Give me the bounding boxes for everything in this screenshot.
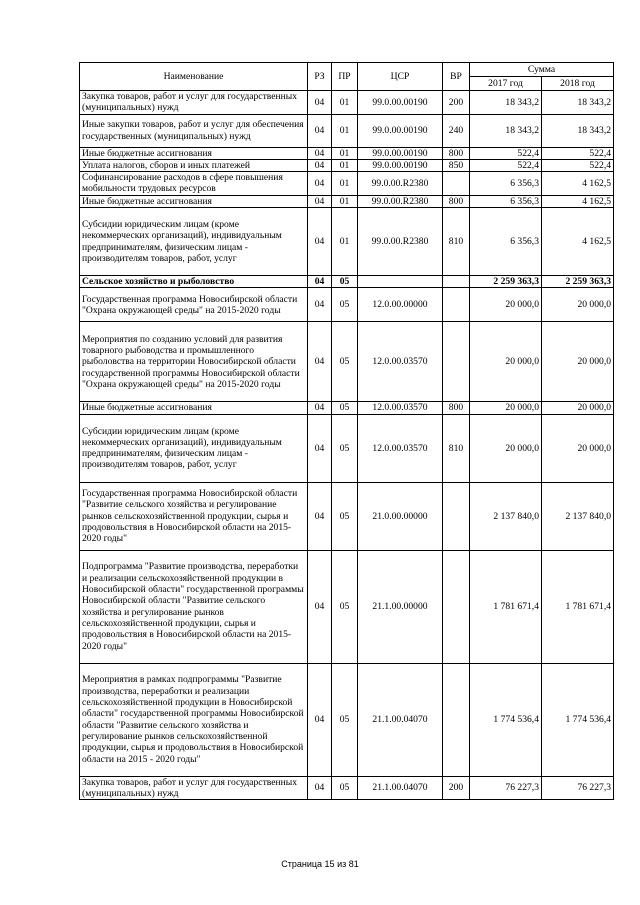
row-sum-2018: 1 781 671,4 — [542, 550, 614, 663]
row-csr — [358, 276, 443, 288]
row-pr: 05 — [332, 550, 358, 663]
table-row — [80, 402, 614, 414]
row-rz: 04 — [308, 159, 332, 171]
row-rz: 04 — [308, 776, 332, 800]
row-sum-2017: 2 137 840,0 — [470, 482, 542, 550]
table-row — [80, 114, 614, 147]
row-vr — [443, 550, 470, 663]
row-sum-2017: 76 227,3 — [470, 776, 542, 800]
page-footer: Страница 15 из 81 — [281, 859, 359, 869]
row-rz: 04 — [308, 550, 332, 663]
row-sum-2017: 522,4 — [470, 147, 542, 159]
row-rz: 04 — [308, 414, 332, 482]
header-row-1 — [80, 63, 614, 77]
table-row — [80, 172, 614, 196]
header-vr: ВР — [443, 63, 470, 91]
row-csr: 99.0.00.R2380 — [358, 172, 443, 196]
row-rz: 04 — [308, 482, 332, 550]
row-name: Подпрограмма "Развитие производства, переработки и реализации сельскохозяйственной продукции в Новосибирской области" государственной программы Новосибирской области "Развитие сельского хозяйства и регулирование рынков сельскохозяйственной продукции, сырья и продовольствия в Новосибирской области на 2015-2020 годы" — [80, 550, 308, 663]
table-row — [80, 276, 614, 288]
row-rz: 04 — [308, 402, 332, 414]
row-vr — [443, 172, 470, 196]
row-vr: 810 — [443, 208, 470, 276]
row-rz: 04 — [308, 195, 332, 207]
row-name: Государственная программа Новосибирской области "Охрана окружающей среды" на 2015-2020 годы — [80, 288, 308, 322]
table-row — [80, 208, 614, 276]
row-sum-2018: 4 162,5 — [542, 195, 614, 207]
header-name: Наименование — [80, 63, 308, 91]
row-sum-2017: 20 000,0 — [470, 414, 542, 482]
row-sum-2018: 20 000,0 — [542, 402, 614, 414]
row-name: Иные бюджетные ассигнования — [80, 402, 308, 414]
row-rz: 04 — [308, 276, 332, 288]
row-sum-2018: 76 227,3 — [542, 776, 614, 800]
row-vr: 800 — [443, 402, 470, 414]
row-sum-2017: 522,4 — [470, 159, 542, 171]
row-vr — [443, 322, 470, 402]
budget-sheet — [79, 62, 613, 800]
row-sum-2018: 18 343,2 — [542, 91, 614, 115]
row-rz: 04 — [308, 172, 332, 196]
row-sum-2018: 18 343,2 — [542, 114, 614, 147]
row-rz: 04 — [308, 147, 332, 159]
row-csr: 99.0.00.R2380 — [358, 208, 443, 276]
row-csr: 99.0.00.00190 — [358, 91, 443, 115]
row-csr: 99.0.00.00190 — [358, 114, 443, 147]
row-name: Софинансирование расходов в сфере повышения мобильности трудовых ресурсов — [80, 172, 308, 196]
row-rz: 04 — [308, 663, 332, 776]
table-body — [80, 91, 614, 800]
row-sum-2017: 20 000,0 — [470, 322, 542, 402]
row-rz: 04 — [308, 288, 332, 322]
table-row — [80, 482, 614, 550]
row-sum-2017: 2 259 363,3 — [470, 276, 542, 288]
row-csr: 21.1.00.00000 — [358, 550, 443, 663]
row-pr: 01 — [332, 159, 358, 171]
row-pr: 01 — [332, 172, 358, 196]
row-rz: 04 — [308, 114, 332, 147]
row-name: Уплата налогов, сборов и иных платежей — [80, 159, 308, 171]
row-pr: 05 — [332, 414, 358, 482]
row-vr: 200 — [443, 776, 470, 800]
row-vr: 200 — [443, 91, 470, 115]
row-pr: 05 — [332, 402, 358, 414]
row-sum-2018: 522,4 — [542, 159, 614, 171]
row-pr: 05 — [332, 482, 358, 550]
row-name: Иные бюджетные ассигнования — [80, 195, 308, 207]
table-row — [80, 322, 614, 402]
table-row — [80, 776, 614, 800]
row-name: Закупка товаров, работ и услуг для государственных (муниципальных) нужд — [80, 776, 308, 800]
row-pr: 01 — [332, 147, 358, 159]
header-2017: 2017 год — [470, 77, 542, 91]
row-rz: 04 — [308, 208, 332, 276]
row-sum-2018: 20 000,0 — [542, 414, 614, 482]
table-row — [80, 147, 614, 159]
row-sum-2018: 1 774 536,4 — [542, 663, 614, 776]
row-sum-2018: 2 259 363,3 — [542, 276, 614, 288]
row-csr: 99.0.00.00190 — [358, 159, 443, 171]
row-csr: 99.0.00.00190 — [358, 147, 443, 159]
row-sum-2018: 20 000,0 — [542, 322, 614, 402]
table-row — [80, 288, 614, 322]
budget-table — [79, 62, 614, 800]
header-2018: 2018 год — [542, 77, 614, 91]
row-pr: 05 — [332, 776, 358, 800]
row-sum-2018: 4 162,5 — [542, 208, 614, 276]
row-vr — [443, 288, 470, 322]
table-row — [80, 91, 614, 115]
row-csr: 21.1.00.04070 — [358, 663, 443, 776]
table-row — [80, 550, 614, 663]
row-sum-2017: 6 356,3 — [470, 172, 542, 196]
row-csr: 12.0.00.00000 — [358, 288, 443, 322]
table-row — [80, 414, 614, 482]
row-name: Мероприятия в рамках подпрограммы "Развитие производства, переработки и реализации сельскохозяйственной продукции в Новосибирской области" государственной программы Новосибирской области "Развитие сельского хозяйства и регулирование рынков сельскохозяйственной продукции, сырья и продовольствия в Новосибирской области на 2015 - 2020 годы" — [80, 663, 308, 776]
row-sum-2018: 20 000,0 — [542, 288, 614, 322]
row-name: Государственная программа Новосибирской области "Развитие сельского хозяйства и регулирование рынков сельскохозяйственной продукции, сырья и продовольствия в Новосибирской области на 2015-2020 годы" — [80, 482, 308, 550]
row-csr: 12.0.00.03570 — [358, 414, 443, 482]
row-csr: 21.0.00.00000 — [358, 482, 443, 550]
row-csr: 99.0.00.R2380 — [358, 195, 443, 207]
row-name: Мероприятия по созданию условий для развития товарного рыбоводства и промышленного рыболовства на территории Новосибирской области государственной программы Новосибирской области "Охрана окружающей среды" на 2015-2020 годы — [80, 322, 308, 402]
row-sum-2018: 2 137 840,0 — [542, 482, 614, 550]
row-sum-2017: 6 356,3 — [470, 195, 542, 207]
row-sum-2017: 18 343,2 — [470, 91, 542, 115]
row-pr: 05 — [332, 288, 358, 322]
row-name: Субсидии юридическим лицам (кроме некоммерческих организаций), индивидуальным предпринимателям, физическим лицам - производителям товаров, работ, услуг — [80, 208, 308, 276]
header-rz: РЗ — [308, 63, 332, 91]
row-vr — [443, 663, 470, 776]
row-name: Иные бюджетные ассигнования — [80, 147, 308, 159]
row-vr: 800 — [443, 147, 470, 159]
row-name: Субсидии юридическим лицам (кроме некоммерческих организаций), индивидуальным предпринимателям, физическим лицам - производителям товаров, работ, услуг — [80, 414, 308, 482]
row-vr — [443, 482, 470, 550]
row-vr: 810 — [443, 414, 470, 482]
row-pr: 01 — [332, 114, 358, 147]
row-rz: 04 — [308, 322, 332, 402]
row-name: Иные закупки товаров, работ и услуг для обеспечения государственных (муниципальных) нужд — [80, 114, 308, 147]
header-csr: ЦСР — [358, 63, 443, 91]
row-rz: 04 — [308, 91, 332, 115]
row-vr: 800 — [443, 195, 470, 207]
row-vr: 240 — [443, 114, 470, 147]
row-sum-2018: 522,4 — [542, 147, 614, 159]
row-vr — [443, 276, 470, 288]
row-sum-2017: 20 000,0 — [470, 288, 542, 322]
row-sum-2017: 1 781 671,4 — [470, 550, 542, 663]
row-sum-2017: 6 356,3 — [470, 208, 542, 276]
row-name: Закупка товаров, работ и услуг для государственных (муниципальных) нужд — [80, 91, 308, 115]
row-pr: 01 — [332, 195, 358, 207]
row-name: Сельское хозяйство и рыболовство — [80, 276, 308, 288]
table-row — [80, 195, 614, 207]
row-csr: 12.0.00.03570 — [358, 402, 443, 414]
row-sum-2017: 18 343,2 — [470, 114, 542, 147]
row-pr: 05 — [332, 276, 358, 288]
row-csr: 12.0.00.03570 — [358, 322, 443, 402]
row-pr: 05 — [332, 663, 358, 776]
row-csr: 21.1.00.04070 — [358, 776, 443, 800]
header-pr: ПР — [332, 63, 358, 91]
row-sum-2018: 4 162,5 — [542, 172, 614, 196]
row-pr: 01 — [332, 208, 358, 276]
row-pr: 01 — [332, 91, 358, 115]
row-sum-2017: 1 774 536,4 — [470, 663, 542, 776]
row-sum-2017: 20 000,0 — [470, 402, 542, 414]
header-sum: Сумма — [470, 63, 614, 77]
row-vr: 850 — [443, 159, 470, 171]
table-row — [80, 663, 614, 776]
table-row — [80, 159, 614, 171]
row-pr: 05 — [332, 322, 358, 402]
